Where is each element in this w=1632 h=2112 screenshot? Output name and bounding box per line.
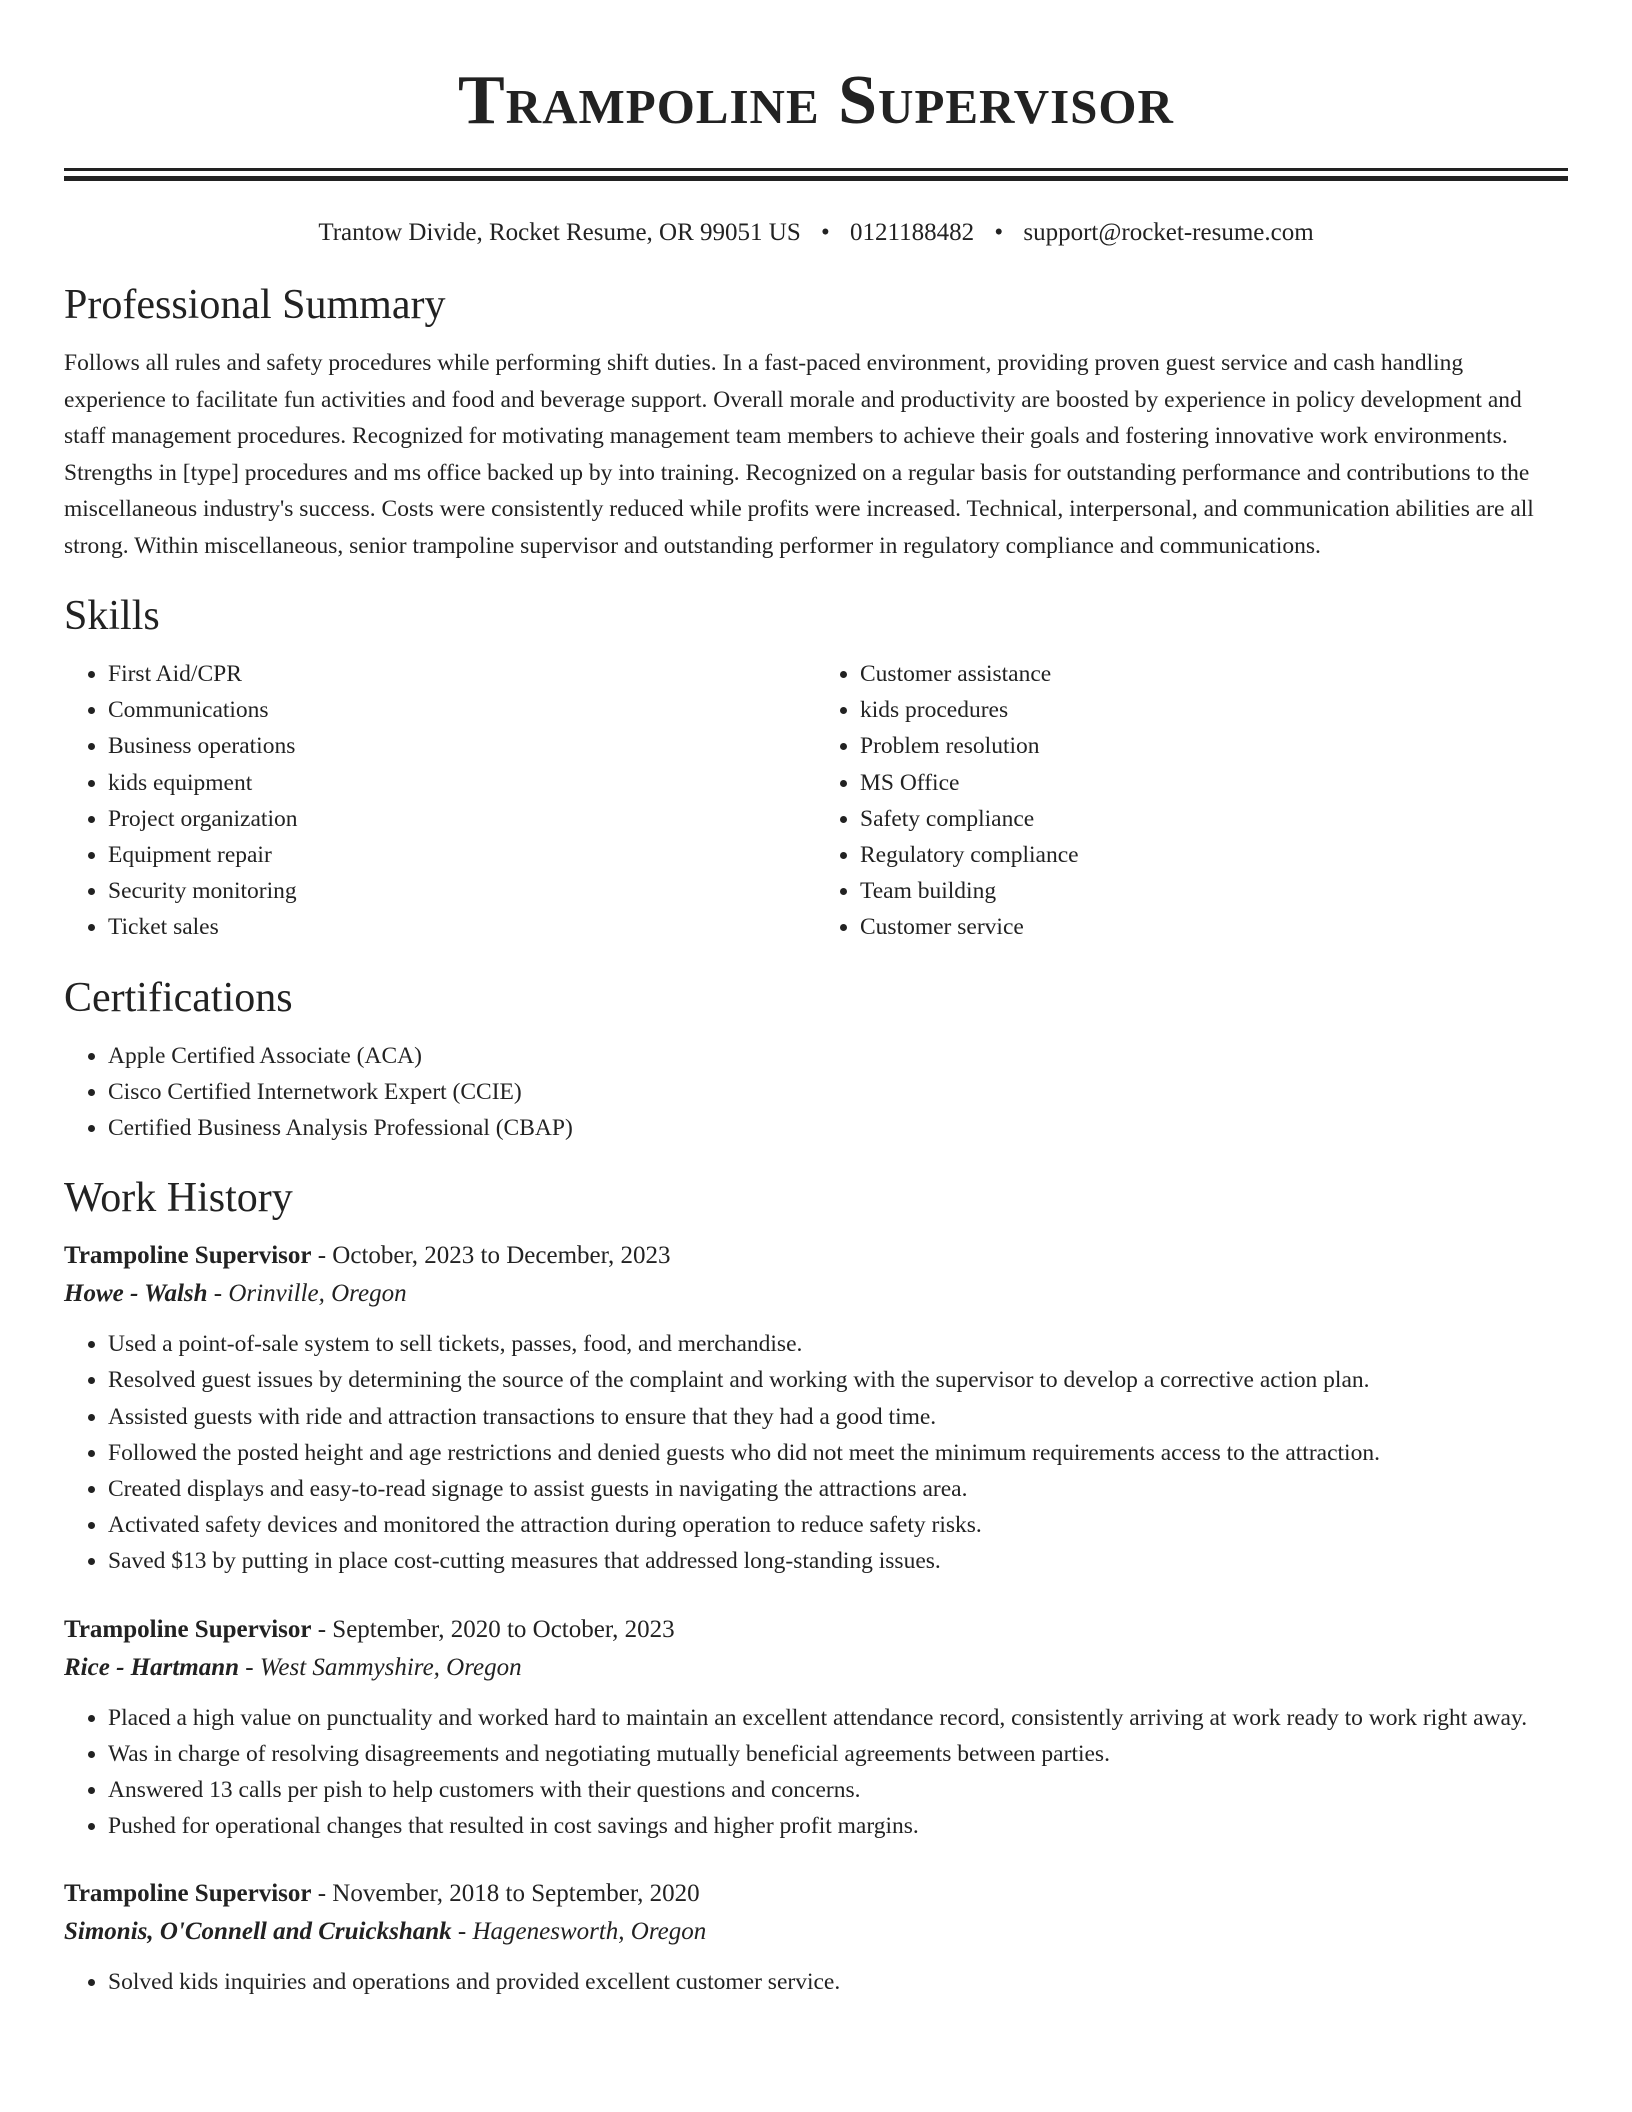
job-company: Rice - Hartmann [64,1653,240,1681]
certification-item: • Apple Certified Associate (ACA) [108,1038,1568,1074]
job-entry [64,1612,1568,1845]
header-divider-thick [64,176,1568,181]
summary-text: Follows all rules and safety procedures while performing shift duties. In a fast-paced environment, providing proven guest service and cash handling experience to facilitate fun activities and food and beverage support. Overall morale and productivity are boosted by experience in policy development and staff management procedures. Recognized for motivating management team members to achieve their goals and fostering innovative work environments. Strengths in [type] procedures and ms office backed up by into training. Recognized on a regular basis for outstanding performance and contributions to the miscellaneous industry's success. Costs were consistently reduced while profits were increased. Technical, interpersonal, and communication abilities are all strong. Within miscellaneous, senior trampoline supervisor and outstanding performer in regulatory compliance and communications. [64,350,1534,559]
skill-item: • kids equipment [108,765,816,801]
contact-separator: • [821,219,830,246]
job-bullets [64,1964,1568,2000]
job-bullet: • Pushed for operational changes that resulted in cost savings and higher profit margins. [108,1808,1568,1844]
contact-line [64,217,1568,249]
resume-page [64,0,1568,2001]
job-bullet: • Resolved guest issues by determining the source of the complaint and working with the supervisor to develop a corrective action plan. [108,1362,1568,1398]
skill-item: • Ticket sales [108,909,816,945]
skill-item: • Customer service [860,909,1568,945]
job-bullet: • Created displays and easy-to-read signage to assist guests in navigating the attractions area. [108,1471,1568,1507]
contact-phone: 0121188482 [850,219,975,246]
job-bullet: • Activated safety devices and monitored the attraction during operation to reduce safety risks. [108,1507,1568,1543]
skills-heading: Skills [64,593,160,639]
header-divider-thin [64,168,1568,171]
job-title: Trampoline Supervisor [64,1242,312,1270]
skill-item: • Communications [108,692,816,728]
job-entry [64,1238,1568,1579]
skills-grid [64,656,1568,946]
skill-item: • First Aid/CPR [108,656,816,692]
job-company-line [64,1648,1568,1688]
job-bullet: • Saved $13 by putting in place cost-cutting measures that addressed long-standing issues. [108,1543,1568,1579]
skill-item: • Problem resolution [860,728,1568,764]
contact-address: Trantow Divide, Rocket Resume, OR 99051 US [318,219,801,246]
job-title-line [64,1876,1568,1912]
skill-item: • kids procedures [860,692,1568,728]
job-bullets [64,1700,1568,1845]
job-bullet: • Placed a high value on punctuality and worked hard to maintain an excellent attendance record, consistently arriving at work ready to work right away. [108,1700,1568,1736]
job-bullets [64,1326,1568,1579]
job-title: Trampoline Supervisor [64,1615,312,1643]
contact-separator: • [994,219,1004,246]
contact-email: support@rocket-resume.com [1023,219,1314,246]
skill-item: • Project organization [108,801,816,837]
job-dates: - November, 2018 to September, 2020 [311,1880,700,1908]
certification-item: • Cisco Certified Internetwork Expert (CCIE) [108,1074,1568,1110]
job-bullet: • Assisted guests with ride and attraction transactions to ensure that they had a good time. [108,1399,1568,1435]
summary-heading: Professional Summary [64,282,446,328]
certifications-heading: Certifications [64,974,293,1021]
job-bullet: • Followed the posted height and age restrictions and denied guests who did not meet the minimum requirements access to the attraction. [108,1435,1568,1471]
job-title: Trampoline Supervisor [64,1880,312,1908]
job-location: - West Sammyshire, Oregon [239,1653,522,1681]
job-bullet: • Solved kids inquiries and operations and provided excellent customer service. [108,1964,1568,2000]
candidate-name: Trampoline Supervisor [458,62,1174,139]
skill-item: • Customer assistance [860,656,1568,692]
skills-list-left [64,656,816,946]
certification-item: • Certified Business Analysis Professional (CBAP) [108,1110,1568,1146]
job-dates: - September, 2020 to October, 2023 [311,1615,675,1643]
skill-item: • Security monitoring [108,873,816,909]
skill-item: • Safety compliance [860,801,1568,837]
skill-item: • MS Office [860,765,1568,801]
job-company: Howe - Walsh [64,1280,208,1308]
job-bullet: • Was in charge of resolving disagreements and negotiating mutually beneficial agreements between parties. [108,1736,1568,1772]
job-location: - Orinville, Oregon [207,1280,407,1308]
job-company-line [64,1274,1568,1314]
job-company: Simonis, O'Connell and Cruickshank [64,1918,452,1946]
job-location: - Hagenesworth, Oregon [451,1918,707,1946]
job-title-line [64,1238,1568,1274]
job-title-line [64,1612,1568,1648]
job-company-line [64,1912,1568,1952]
job-dates: - October, 2023 to December, 2023 [311,1242,671,1270]
skill-item: • Regulatory compliance [860,837,1568,873]
skill-item: • Business operations [108,728,816,764]
job-bullet: • Used a point-of-sale system to sell tickets, passes, food, and merchandise. [108,1326,1568,1362]
skills-list-right [816,656,1568,946]
skill-item: • Equipment repair [108,837,816,873]
job-entry [64,1876,1568,2000]
job-bullet: • Answered 13 calls per pish to help customers with their questions and concerns. [108,1772,1568,1808]
skill-item: • Team building [860,873,1568,909]
work-history-heading: Work History [64,1175,293,1222]
certifications-list [64,1038,1568,1147]
